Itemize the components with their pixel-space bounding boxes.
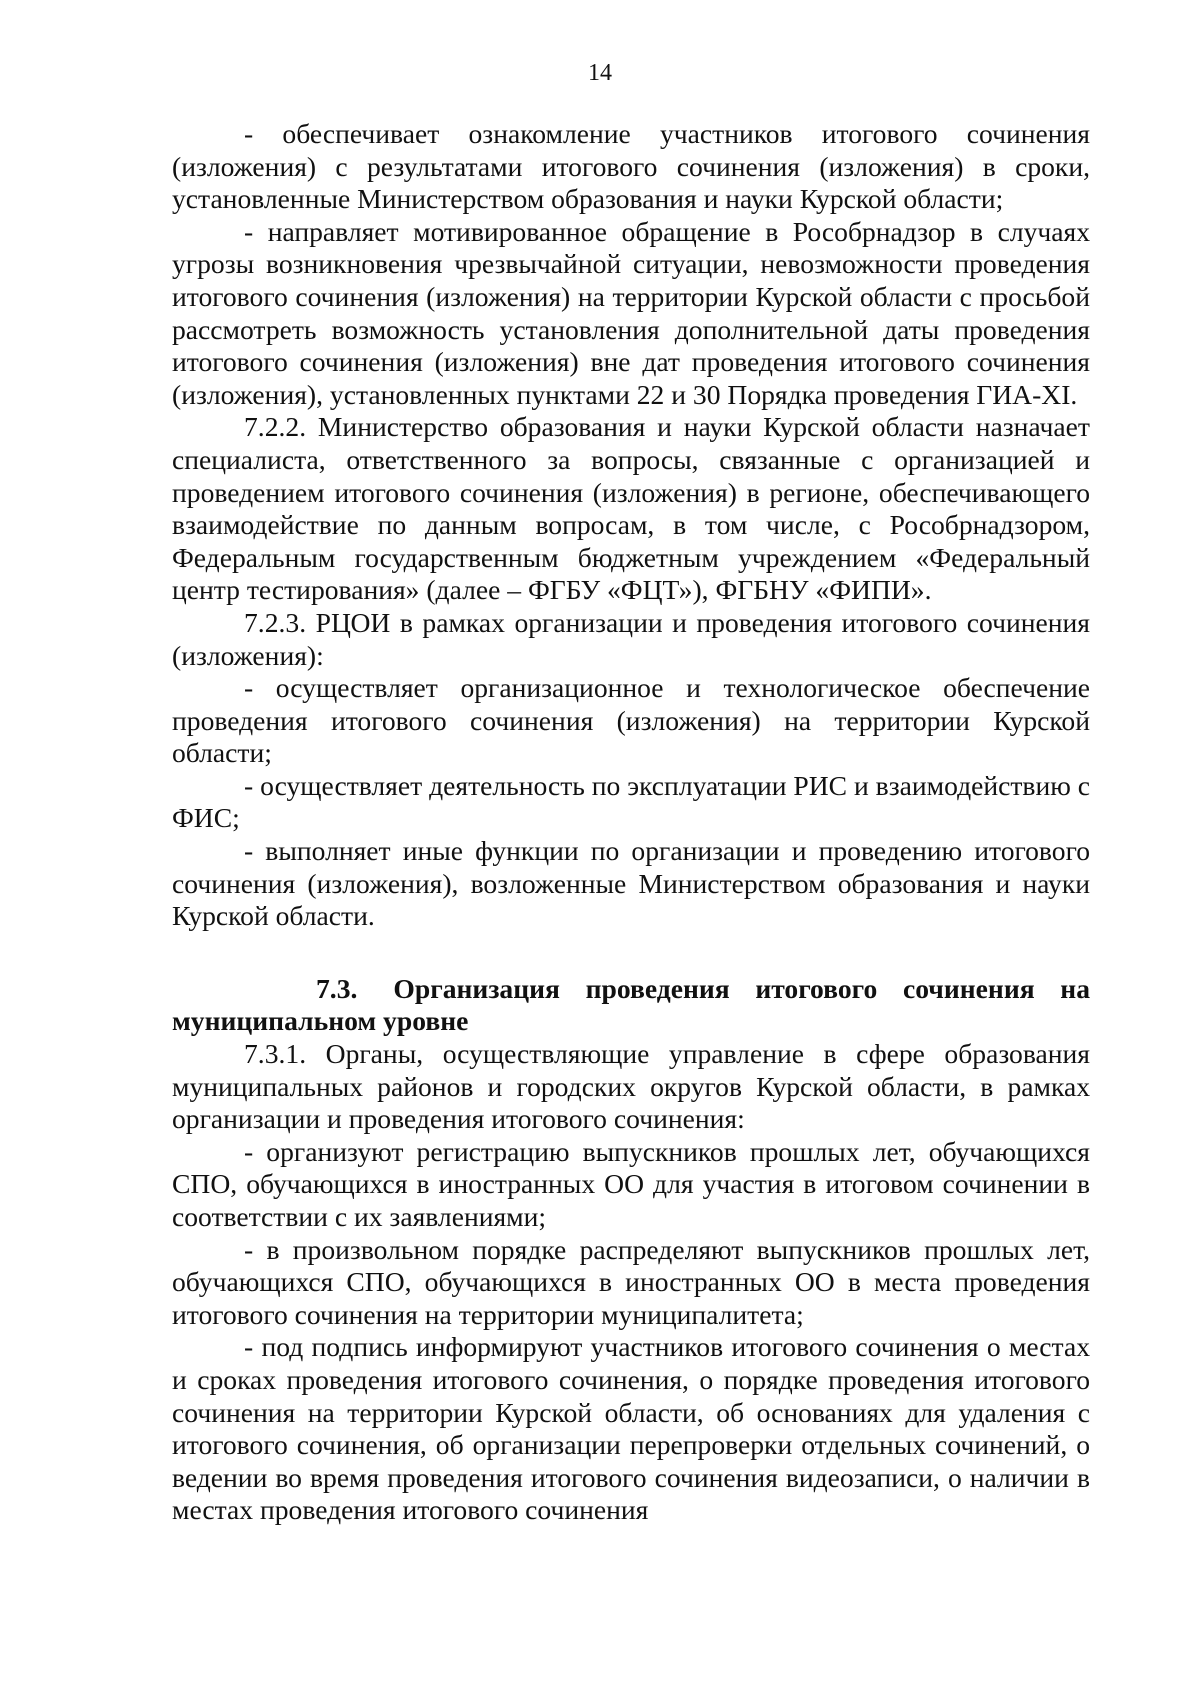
- section-number: 7.3.: [316, 972, 358, 1004]
- document-body: [172, 118, 1090, 1527]
- paragraph: - под подпись информируют участников итогового сочинения о местах и сроках проведения итогового сочинения, о порядке проведения итогового сочинения на территории Курской области, об основаниях для удаления с итогового сочинения, об организации перепроверки отдельных сочинений, о ведении во время проведения итогового сочинения видеозаписи, о наличии в местах проведения итогового сочинения: [172, 1331, 1090, 1526]
- page-number: 14: [588, 60, 612, 86]
- paragraph: 7.2.2. Министерство образования и науки Курской области назначает специалиста, ответственного за вопросы, связанные с организацией и проведением итогового сочинения (изложения) в регионе, обеспечивающего взаимодействие по данным вопросам, в том числе, с Рособрнадзором, Федеральным государственным бюджетным учреждением «Федеральный центр тестирования» (далее – ФГБУ «ФЦТ»), ФГБНУ «ФИПИ».: [172, 411, 1090, 606]
- paragraph: 7.2.3. РЦОИ в рамках организации и проведения итогового сочинения (изложения):: [172, 606, 1090, 671]
- paragraph: 7.3.1. Органы, осуществляющие управление в сфере образования муниципальных районов и городских округов Курской области, в рамках организации и проведения итогового сочинения:: [172, 1038, 1090, 1135]
- section-heading: [172, 973, 1090, 1038]
- paragraph: - осуществляет деятельность по эксплуатации РИС и взаимодействию с ФИС;: [172, 769, 1090, 834]
- paragraph: - осуществляет организационное и технологическое обеспечение проведения итогового сочинения (изложения) на территории Курской области;: [172, 672, 1090, 769]
- paragraph: - обеспечивает ознакомление участников итогового сочинения (изложения) с результатами итогового сочинения (изложения) в сроки, установленные Министерством образования и науки Курской области;: [172, 118, 1090, 215]
- paragraph: - в произвольном порядке распределяют выпускников прошлых лет, обучающихся СПО, обучающихся в иностранных ОО в места проведения итогового сочинения на территории муниципалитета;: [172, 1233, 1090, 1330]
- section-title: Организация проведения итогового сочинения на муниципальном уровне: [172, 972, 1090, 1037]
- paragraph: - направляет мотивированное обращение в Рособрнадзор в случаях угрозы возникновения чрезвычайной ситуации, невозможности проведения итогового сочинения (изложения) на территории Курской области с просьбой рассмотреть возможность установления дополнительной даты проведения итогового сочинения (изложения) вне дат проведения итогового сочинения (изложения), установленных пунктами 22 и 30 Порядка проведения ГИА-XI.: [172, 215, 1090, 410]
- paragraph: - выполняет иные функции по организации и проведению итогового сочинения (изложения), возложенные Министерством образования и науки Курской области.: [172, 835, 1090, 932]
- paragraph: - организуют регистрацию выпускников прошлых лет, обучающихся СПО, обучающихся в иностранных ОО для участия в итоговом сочинении в соответствии с их заявлениями;: [172, 1135, 1090, 1232]
